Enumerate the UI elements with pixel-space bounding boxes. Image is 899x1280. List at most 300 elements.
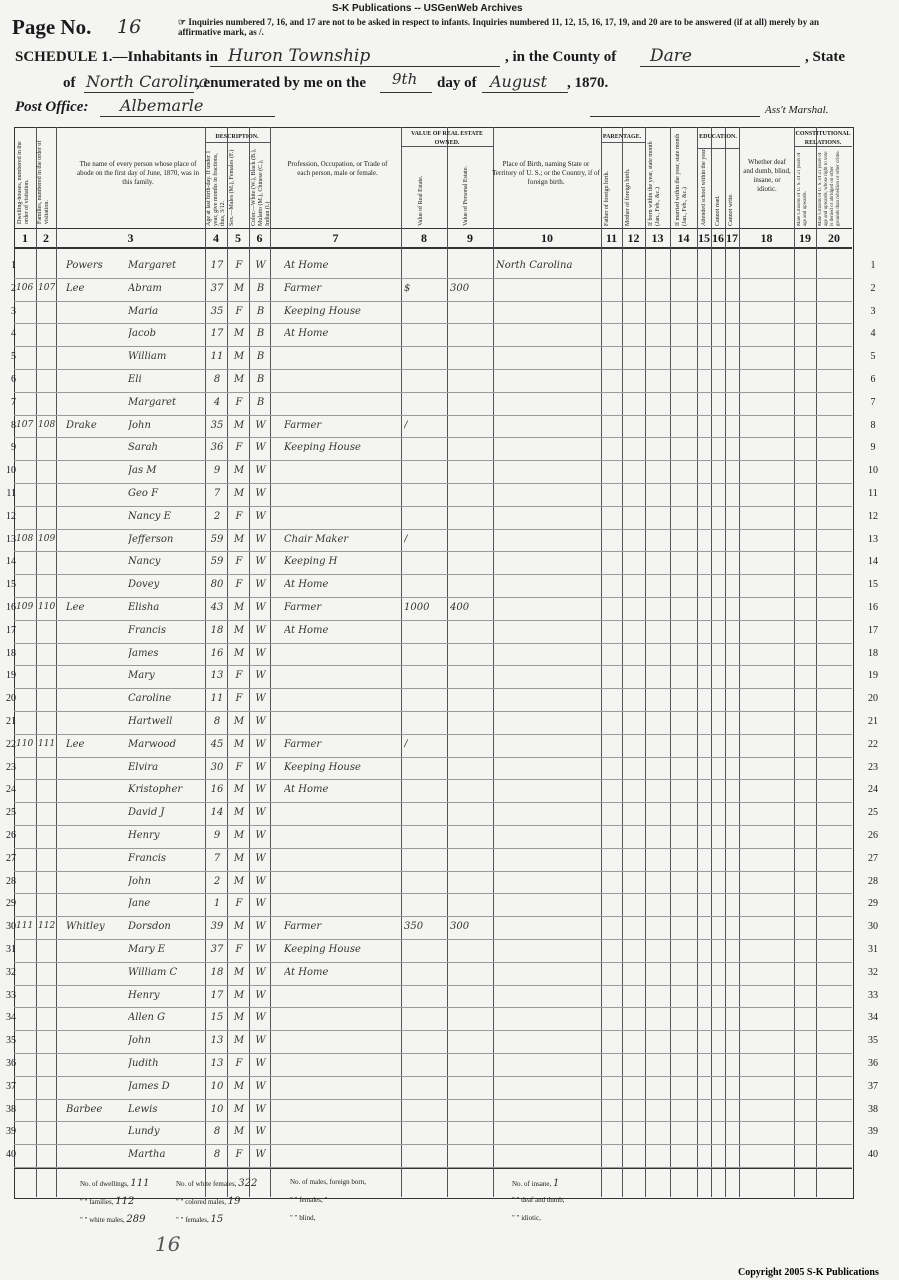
occupation: At Home (284, 784, 329, 796)
row-rule (14, 551, 852, 552)
line-number-right: 30 (868, 921, 878, 933)
row-rule (14, 779, 852, 780)
given-name: Francis (128, 852, 167, 864)
marshal-label: Ass't Marshal. (765, 104, 829, 116)
color: W (255, 488, 266, 499)
line-number-left: 18 (6, 647, 16, 659)
line-number-left: 9 (11, 442, 16, 454)
color: W (255, 260, 266, 271)
col19-header: Male Citizens of U. S. of 21 years of age and upwards. (797, 152, 808, 226)
column-number: 19 (799, 231, 811, 245)
col4-header: Age at last birth-day. If under 1 year, give months in fractions, thus, 3/12. (206, 150, 226, 226)
col15-header: Attended school within the year. (701, 148, 707, 226)
row-rule (14, 574, 852, 575)
county-label: , in the County of (505, 49, 617, 65)
county-underline (640, 66, 800, 67)
line-number-left: 30 (6, 921, 16, 933)
row-rule (14, 916, 852, 917)
dwelling-number: 110 (16, 738, 34, 749)
given-name: Kristopher (128, 784, 183, 796)
line-number-right: 38 (868, 1103, 878, 1115)
line-number-left: 21 (6, 716, 16, 727)
col5-header: Sex.—Males (M.), Females (F.) (229, 149, 235, 226)
row-rule (14, 757, 852, 758)
row-rule (14, 802, 852, 803)
township-underline (210, 66, 500, 67)
real-estate-value: $ (404, 282, 411, 294)
summary-families-value: 112 (115, 1196, 135, 1207)
age: 10 (210, 1080, 224, 1092)
real-estate-value: / (404, 419, 408, 431)
age: 8 (213, 374, 221, 385)
summary-colored-females-value: 15 (210, 1214, 224, 1225)
sex: F (235, 944, 243, 955)
description-rule (205, 142, 270, 143)
col3-header: The name of every person whose place of abode on the first day of June, 1870, was in this family. (77, 160, 199, 186)
sex: F (235, 396, 243, 408)
description-header: DESCRIPTION. (215, 134, 259, 140)
line-number-right: 35 (868, 1035, 878, 1047)
line-number-left: 25 (6, 807, 16, 819)
line-number-right: 26 (868, 830, 878, 841)
age: 2 (213, 875, 221, 887)
column-number: 7 (332, 231, 339, 245)
age: 8 (213, 1126, 221, 1138)
line-number-left: 15 (6, 579, 16, 591)
line-number-right: 33 (868, 989, 878, 1001)
line-number-right: 5 (870, 351, 876, 363)
color: W (255, 989, 266, 1001)
column-divider (56, 127, 57, 1197)
sex: M (233, 1103, 245, 1115)
state-label: , State (805, 49, 845, 65)
color: W (255, 716, 266, 727)
given-name: Dorsdon (128, 921, 171, 933)
age: 8 (213, 1149, 221, 1161)
given-name: Henry (128, 830, 160, 841)
column-divider (493, 127, 494, 1197)
line-number-left: 28 (6, 875, 16, 887)
column-divider (270, 127, 271, 1197)
color: W (255, 1058, 266, 1069)
age: 4 (213, 396, 221, 408)
sex: M (233, 602, 245, 613)
sex: M (233, 921, 245, 933)
column-number: 13 (651, 231, 664, 245)
line-number-left: 40 (6, 1149, 16, 1161)
birthplace: North Carolina (496, 260, 573, 271)
row-rule (14, 1144, 852, 1145)
sex: M (233, 784, 245, 796)
line-number-left: 22 (6, 738, 16, 750)
surname: Drake (66, 419, 97, 431)
column-divider (622, 127, 623, 1197)
color: W (255, 1080, 266, 1092)
surname: Barbee (66, 1103, 103, 1115)
row-rule (14, 278, 852, 279)
age: 8 (213, 716, 221, 727)
row-rule (14, 483, 852, 484)
color: B (256, 328, 265, 340)
occupation: Farmer (284, 282, 322, 294)
line-number-right: 22 (868, 738, 878, 750)
line-number-left: 23 (6, 761, 16, 773)
color: W (255, 624, 266, 636)
summary-colored-males (176, 1196, 241, 1207)
sex: M (233, 465, 245, 477)
column-number: 17 (726, 231, 738, 245)
line-number-left: 27 (6, 852, 16, 864)
sex: F (235, 579, 243, 591)
line-number-right: 29 (868, 898, 878, 910)
line-number-left: 29 (6, 898, 16, 910)
dwelling-number: 106 (16, 282, 34, 293)
color: W (255, 1012, 266, 1024)
summary-colored-males-value: 19 (227, 1196, 241, 1207)
sex: M (233, 1126, 245, 1138)
summary-white-males (80, 1214, 145, 1225)
color: W (255, 1103, 266, 1115)
occupation: Keeping House (284, 761, 361, 773)
sex: M (233, 351, 245, 363)
day-of-label: day of (437, 75, 477, 91)
line-number-left: 7 (11, 396, 16, 408)
sex: F (235, 1058, 243, 1069)
given-name: Sarah (128, 442, 158, 454)
col12-header: Mother of foreign birth. (625, 168, 631, 226)
age: 14 (210, 807, 224, 819)
column-divider (725, 127, 726, 1197)
real-estate-value: / (404, 533, 408, 545)
row-rule (14, 597, 852, 598)
color: W (255, 510, 266, 522)
dwelling-number: 109 (16, 602, 34, 612)
line-number-left: 38 (6, 1103, 16, 1115)
sex: F (235, 260, 243, 271)
summary-idiotic: " " idiotic, (512, 1214, 541, 1222)
color: W (255, 761, 266, 773)
row-rule (14, 1053, 852, 1054)
line-number-right: 31 (868, 944, 878, 955)
column-number: 4 (213, 231, 219, 245)
row-rule (14, 323, 852, 324)
line-number-left: 16 (6, 602, 16, 613)
instructions (178, 17, 854, 37)
given-name: Geo F (128, 488, 159, 499)
summary-foreign-females: " " females, " (290, 1196, 328, 1204)
post-office-underline (100, 116, 275, 117)
sex: M (233, 419, 245, 431)
col11-header: Father of foreign birth. (604, 171, 610, 226)
personal-estate-value: 300 (450, 282, 470, 294)
color: B (256, 374, 265, 385)
sex: M (233, 1080, 245, 1092)
given-name: Jane (128, 898, 151, 910)
given-name: Jefferson (128, 533, 174, 545)
sex: M (233, 807, 245, 819)
color: W (255, 784, 266, 796)
given-name: Margaret (128, 260, 177, 271)
column-divider (401, 127, 402, 1197)
row-rule (14, 1167, 852, 1168)
age: 45 (210, 738, 224, 750)
age: 7 (213, 852, 221, 864)
line-number-left: 11 (6, 488, 16, 499)
given-name: Martha (128, 1149, 166, 1161)
bottom-note: 16 (155, 1232, 181, 1256)
given-name: Maria (128, 305, 159, 317)
line-number-right: 34 (868, 1012, 878, 1024)
age: 80 (210, 579, 224, 591)
row-rule (14, 620, 852, 621)
column-divider (697, 127, 698, 1197)
summary-insane-label: No. of insane, (512, 1180, 552, 1188)
given-name: Caroline (128, 693, 172, 705)
given-name: Elisha (128, 602, 160, 613)
age: 17 (210, 328, 224, 340)
sex: F (235, 670, 243, 682)
header-rule-2 (14, 247, 852, 249)
summary-white-females (176, 1178, 257, 1189)
col18-header: Whether deaf and dumb, blind, insane, or idiotic. (743, 158, 791, 193)
line-number-left: 35 (6, 1035, 16, 1047)
row-rule (14, 529, 852, 530)
personal-estate-value: 300 (450, 921, 470, 933)
color: W (255, 807, 266, 819)
row-rule (14, 1121, 852, 1122)
sex: M (233, 989, 245, 1001)
dwelling-number: 107 (16, 419, 34, 430)
column-number: 8 (421, 231, 427, 245)
summary-rule (14, 1168, 852, 1169)
given-name: Nancy (128, 556, 161, 568)
given-name: Nancy E (128, 510, 171, 522)
column-number: 1 (22, 231, 28, 245)
sex: M (233, 1035, 245, 1047)
sex: F (235, 898, 243, 910)
occupation: At Home (284, 966, 329, 978)
occupation: Keeping House (284, 305, 361, 317)
column-divider (816, 127, 817, 1197)
sex: M (233, 1012, 245, 1024)
enumerated-label: , enumerated by me on the (196, 75, 366, 91)
county: Dare (650, 46, 692, 66)
line-number-right: 18 (868, 647, 878, 659)
column-divider (249, 127, 250, 1197)
given-name: David J (128, 807, 165, 819)
schedule-label: SCHEDULE 1.—Inhabitants in (15, 49, 218, 65)
line-number-left: 3 (11, 305, 16, 317)
occupation: At Home (284, 260, 329, 271)
age: 35 (210, 305, 224, 317)
age: 37 (210, 944, 224, 955)
age: 16 (210, 784, 224, 796)
line-number-right: 37 (868, 1080, 878, 1092)
column-divider (601, 127, 602, 1197)
col17-header: Cannot write. (728, 193, 734, 226)
personal-estate-value: 400 (450, 602, 470, 613)
column-number: 11 (605, 231, 618, 245)
row-rule (14, 688, 852, 689)
color: W (255, 1035, 266, 1047)
line-number-left: 24 (6, 784, 16, 796)
sex: M (233, 830, 245, 841)
given-name: John (128, 875, 151, 887)
summary-dwellings-label: No. of dwellings, (80, 1180, 129, 1188)
age: 13 (210, 1035, 224, 1047)
row-rule (14, 893, 852, 894)
family-number: 108 (38, 419, 56, 430)
color: B (256, 351, 265, 363)
row-rule (14, 1007, 852, 1008)
row-rule (14, 437, 852, 438)
summary-blind: " " blind, (290, 1214, 316, 1222)
summary-dwellings-value: 111 (130, 1178, 150, 1189)
age: 2 (213, 510, 221, 522)
publisher-title: S-K Publications -- USGenWeb Archives (332, 3, 523, 14)
color: W (255, 419, 266, 431)
age: 30 (210, 761, 224, 773)
age: 1 (213, 898, 221, 910)
color: W (255, 852, 266, 864)
line-number-right: 11 (868, 488, 878, 499)
surname: Lee (66, 602, 85, 613)
sex: M (233, 374, 245, 385)
sex: M (233, 852, 245, 864)
line-number-right: 36 (868, 1058, 878, 1069)
age: 18 (210, 966, 224, 978)
occupation: Keeping H (284, 556, 338, 568)
sex: M (233, 488, 245, 499)
line-number-left: 10 (6, 465, 16, 477)
column-divider (205, 127, 206, 1197)
line-number-right: 21 (868, 716, 878, 727)
row-rule (14, 1099, 852, 1100)
real-estate-value: 350 (404, 921, 424, 933)
occupation: Farmer (284, 419, 322, 431)
age: 9 (213, 830, 221, 841)
line-number-right: 17 (868, 624, 878, 636)
line-number-left: 2 (11, 282, 16, 294)
line-number-left: 33 (6, 989, 16, 1001)
sex: M (233, 738, 245, 750)
row-rule (14, 734, 852, 735)
color: W (255, 579, 266, 591)
summary-foreign-males: No. of males, foreign born, (290, 1178, 367, 1186)
occupation: At Home (284, 328, 329, 340)
summary-families-label: " " families, (80, 1198, 114, 1206)
color: W (255, 1149, 266, 1161)
page-label: Page No. (12, 15, 92, 39)
summary-insane (512, 1178, 559, 1189)
line-number-left: 37 (6, 1080, 16, 1092)
summary-dwellings (80, 1178, 149, 1189)
month-underline (482, 92, 568, 93)
given-name: Eli (128, 374, 142, 385)
color: W (255, 921, 266, 933)
col8-header: Value of Real Estate. (418, 175, 424, 226)
col13-header: If born within the year, state month (Jan., Feb., &c.) (648, 141, 661, 226)
enumeration-day: 9th (392, 70, 418, 88)
color: W (255, 875, 266, 887)
given-name: James D (128, 1080, 170, 1092)
sex: F (235, 761, 243, 773)
given-name: Abram (128, 282, 162, 294)
sex: F (235, 510, 243, 522)
column-number: 9 (467, 231, 473, 245)
age: 36 (210, 442, 224, 454)
row-rule (14, 460, 852, 461)
color: W (255, 1126, 266, 1138)
color: W (255, 830, 266, 841)
line-number-right: 19 (868, 670, 878, 682)
summary-colored-females (176, 1214, 223, 1225)
line-number-left: 4 (11, 328, 16, 340)
given-name: Elvira (128, 761, 159, 773)
given-name: Jacob (128, 328, 156, 340)
line-number-left: 26 (6, 830, 16, 841)
age: 10 (210, 1103, 224, 1115)
summary-white-females-label: No. of white females, (176, 1180, 237, 1188)
line-number-right: 40 (868, 1149, 878, 1161)
col1-header: Dwelling-houses, numbered in the order of visitation. (17, 141, 30, 224)
row-rule (14, 665, 852, 666)
line-number-right: 4 (870, 328, 876, 340)
age: 15 (210, 1012, 224, 1024)
line-number-right: 13 (868, 533, 878, 545)
given-name: Judith (128, 1058, 159, 1069)
line-number-right: 6 (870, 374, 876, 385)
family-number: 111 (38, 738, 56, 749)
color: W (255, 670, 266, 682)
row-rule (14, 871, 852, 872)
age: 17 (210, 260, 224, 271)
dwelling-number: 111 (16, 921, 34, 932)
instructions-text: Inquiries numbered 7, 16, and 17 are not to be asked in respect to infants. Inquiries numbered 11, 12, 15, 16, 17, 19, and 20 are to be answered (if at all) merely by an affirmative mark, as /. (178, 17, 819, 37)
line-number-left: 36 (6, 1058, 16, 1069)
column-number: 14 (677, 231, 690, 245)
enumeration-month: August (490, 72, 548, 91)
family-number: 112 (38, 921, 56, 932)
line-number-left: 8 (11, 419, 16, 431)
sex: F (235, 1149, 243, 1161)
line-number-left: 39 (6, 1126, 16, 1138)
family-number: 110 (38, 602, 56, 612)
sex: F (235, 305, 243, 317)
marshal-signature-line (590, 116, 760, 117)
line-number-left: 1 (11, 260, 16, 271)
occupation: At Home (284, 624, 329, 636)
line-number-left: 31 (6, 944, 16, 955)
line-number-right: 7 (870, 396, 876, 408)
row-rule (14, 985, 852, 986)
given-name: Lewis (128, 1103, 158, 1115)
color: W (255, 602, 266, 613)
age: 37 (210, 282, 224, 294)
given-name: Marwood (128, 738, 176, 750)
line-number-left: 19 (6, 670, 16, 682)
line-number-right: 25 (868, 807, 878, 819)
column-divider (711, 127, 712, 1197)
occupation: Chair Maker (284, 533, 349, 545)
parentage-rule (601, 142, 645, 143)
occupation: Farmer (284, 738, 322, 750)
given-name: Margaret (128, 396, 177, 408)
given-name: John (128, 419, 151, 431)
occupation: At Home (284, 579, 329, 591)
color: B (256, 396, 265, 408)
row-rule (14, 506, 852, 507)
